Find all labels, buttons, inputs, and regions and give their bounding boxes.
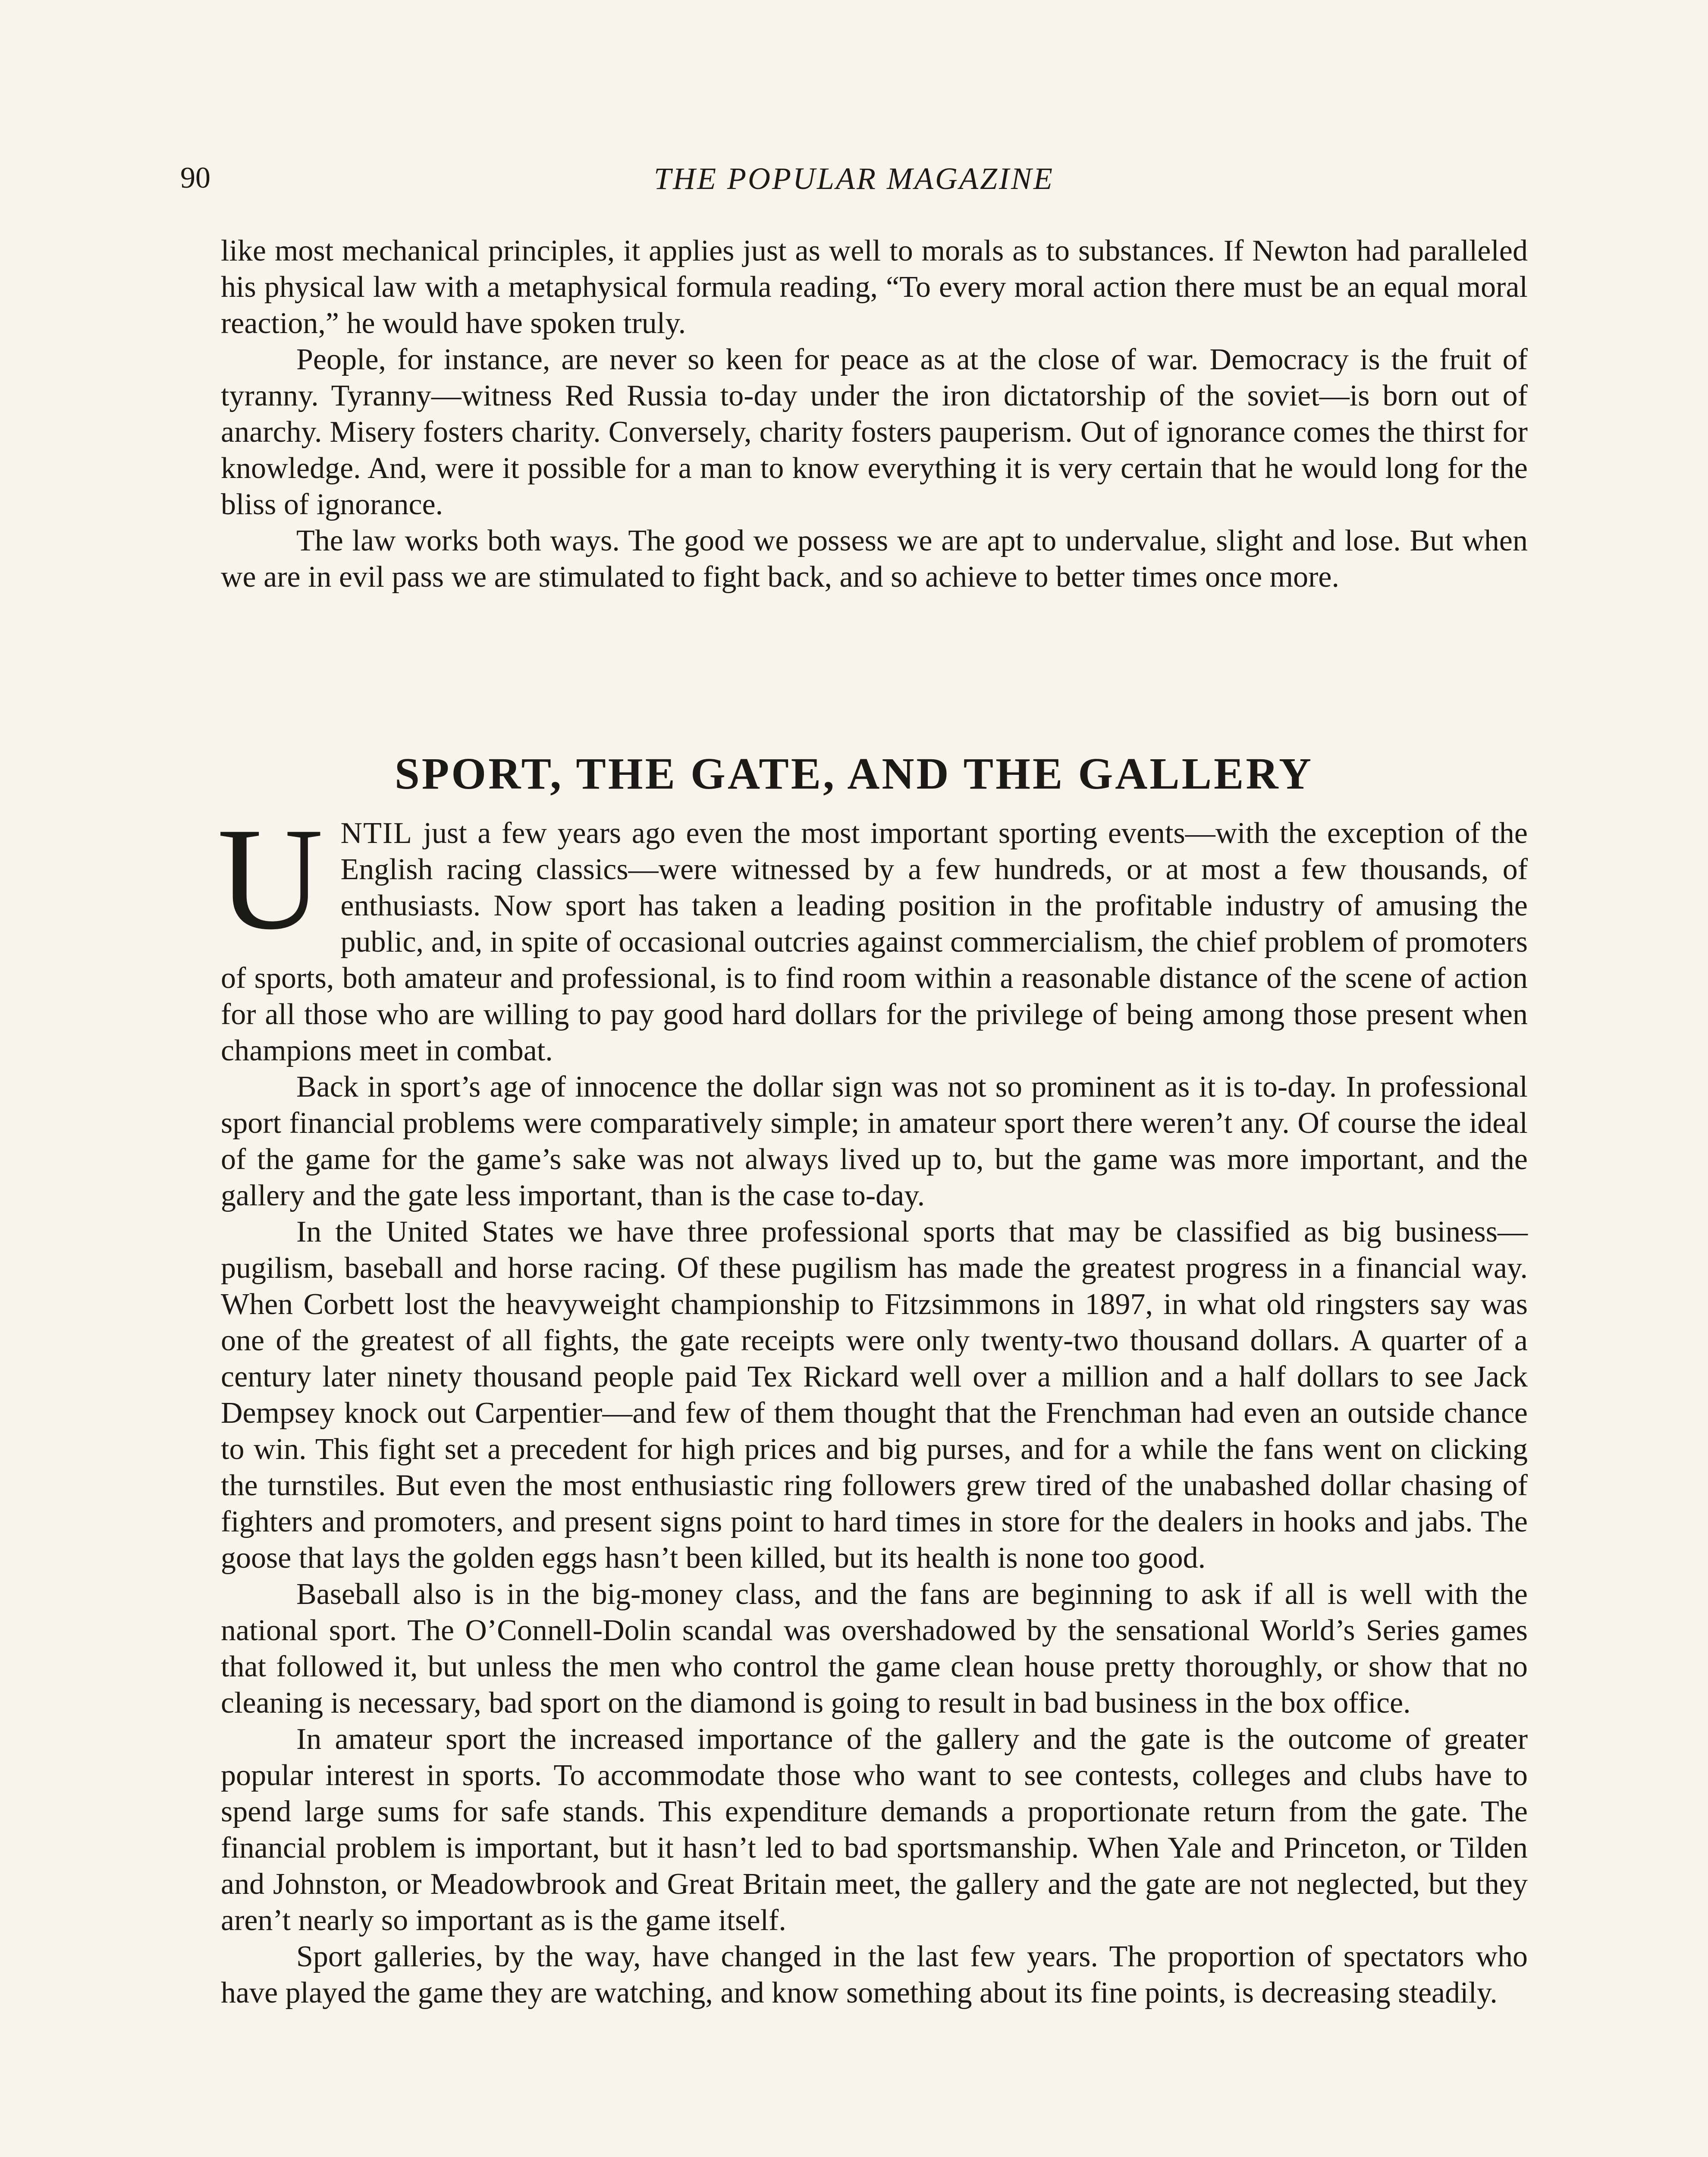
article-paragraph: Baseball also is in the big-money class, and the fans are beginning to ask if all is well with the national sport. The O’Connell-Dolin scandal was overshadowed by the sensational World’s Series games that followed it, but unless the men who control the game clean house pretty thoroughly, or show that no cleaning is necessary, bad sport on the diamond is going to result in bad business in the box office. — [221, 1578, 1528, 1720]
article-headline: SPORT, THE GATE, AND THE GALLERY — [394, 749, 1314, 799]
article-paragraph: In amateur sport the increased importance of the gallery and the gate is the outcome of greater popular interest in sports. To accommodate those who want to see contests, colleges and clubs have to spend large sums for safe stands. This expenditure demands a proportionate return from the gate. The financial problem is important, but it hasn’t led to bad sportsmanship. When Yale and Princeton, or Tilden and Johnston, or Meadowbrook and Great Britain meet, the gallery and the gate are not neglected, but they aren’t nearly so important as is the game itself. — [221, 1723, 1528, 1937]
article-paragraph: In the United States we have three professional sports that may be classified as big business—pugilism, baseball and horse racing. Of these pugilism has made the greatest progress in a financial way. When Corbett lost the heavyweight championship to Fitzsimmons in 1897, in what old ringsters say was one of the greatest of all fights, the gate receipts were only twenty-two thousand dollars. A quarter of a century later ninety thousand people paid Tex Rickard well over a million and a half dollars to see Jack Dempsey knock out Carpentier—and few of them thought that the Frenchman had even an outside chance to win. This fight set a precedent for high prices and big purses, and for a while the fans went on clicking the turnstiles. But even the most enthusiastic ring followers grew tired of the unabashed dollar chasing of fighters and promoters, and present signs point to hard times in store for the dealers in hooks and jabs. The goose that lays the golden eggs hasn’t been killed, but its health is none too good. — [221, 1215, 1528, 1575]
lead-small-caps: NTIL — [340, 817, 413, 850]
intro-paragraph: The law works both ways. The good we possess we are apt to undervalue, slight and lose. But when we are in evil pass we are stimulated to fight back, and so achieve to better times once more. — [221, 524, 1528, 594]
page-number: 90 — [180, 161, 210, 195]
intro-text — [221, 233, 1528, 595]
article-paragraph: Sport galleries, by the way, have changed in the last few years. The proportion of spectators who have played the game they are watching, and know something about its fine points, is decreasing steadily. — [221, 1940, 1528, 2009]
intro-paragraph: People, for instance, are never so keen for peace as at the close of war. Democracy is the fruit of tyranny. Tyranny—witness Red Russia to-day under the iron dictatorship of the soviet—is born out of anarchy. Misery fosters charity. Conversely, charity fosters pauperism. Out of ignorance comes the thirst for knowledge. And, were it possible for a man to know everything it is very certain that he would long for the bliss of ignorance. — [221, 343, 1528, 521]
intro-paragraph: like most mechanical principles, it applies just as well to morals as to substances. If Newton had paralleled his physical law with a metaphysical formula reading, “To every moral action there must be an equal moral reaction,” he would have spoken truly. — [221, 234, 1528, 340]
article-paragraph: Back in sport’s age of innocence the dollar sign was not so prominent as it is to-day. In professional sport financial problems were comparatively simple; in amateur sport there weren’t any. Of course the ideal of the game for the game’s sake was not always lived up to, but the game was more important, and the gallery and the gate less important, than is the case to-day. — [221, 1070, 1528, 1212]
running-title: THE POPULAR MAGAZINE — [654, 161, 1054, 196]
lead-paragraph — [217, 797, 1528, 1069]
drop-cap: U — [217, 797, 323, 960]
article-body — [217, 797, 1528, 2011]
lead-text: just a few years ago even the most important sporting events—with the exception of the English racing classics—were witnessed by a few hundreds, or at most a few thousands, of enthusiasts. Now sport has taken a leading position in the profitable industry of amusing the public, and, in spite of occasional outcries against commercialism, the chief problem of promoters of sports, both amateur and professional, is to find room within a reasonable distance of the scene of action for all those who are willing to pay good hard dollars for the privilege of being among those present when champions meet in combat. — [221, 817, 1528, 1067]
